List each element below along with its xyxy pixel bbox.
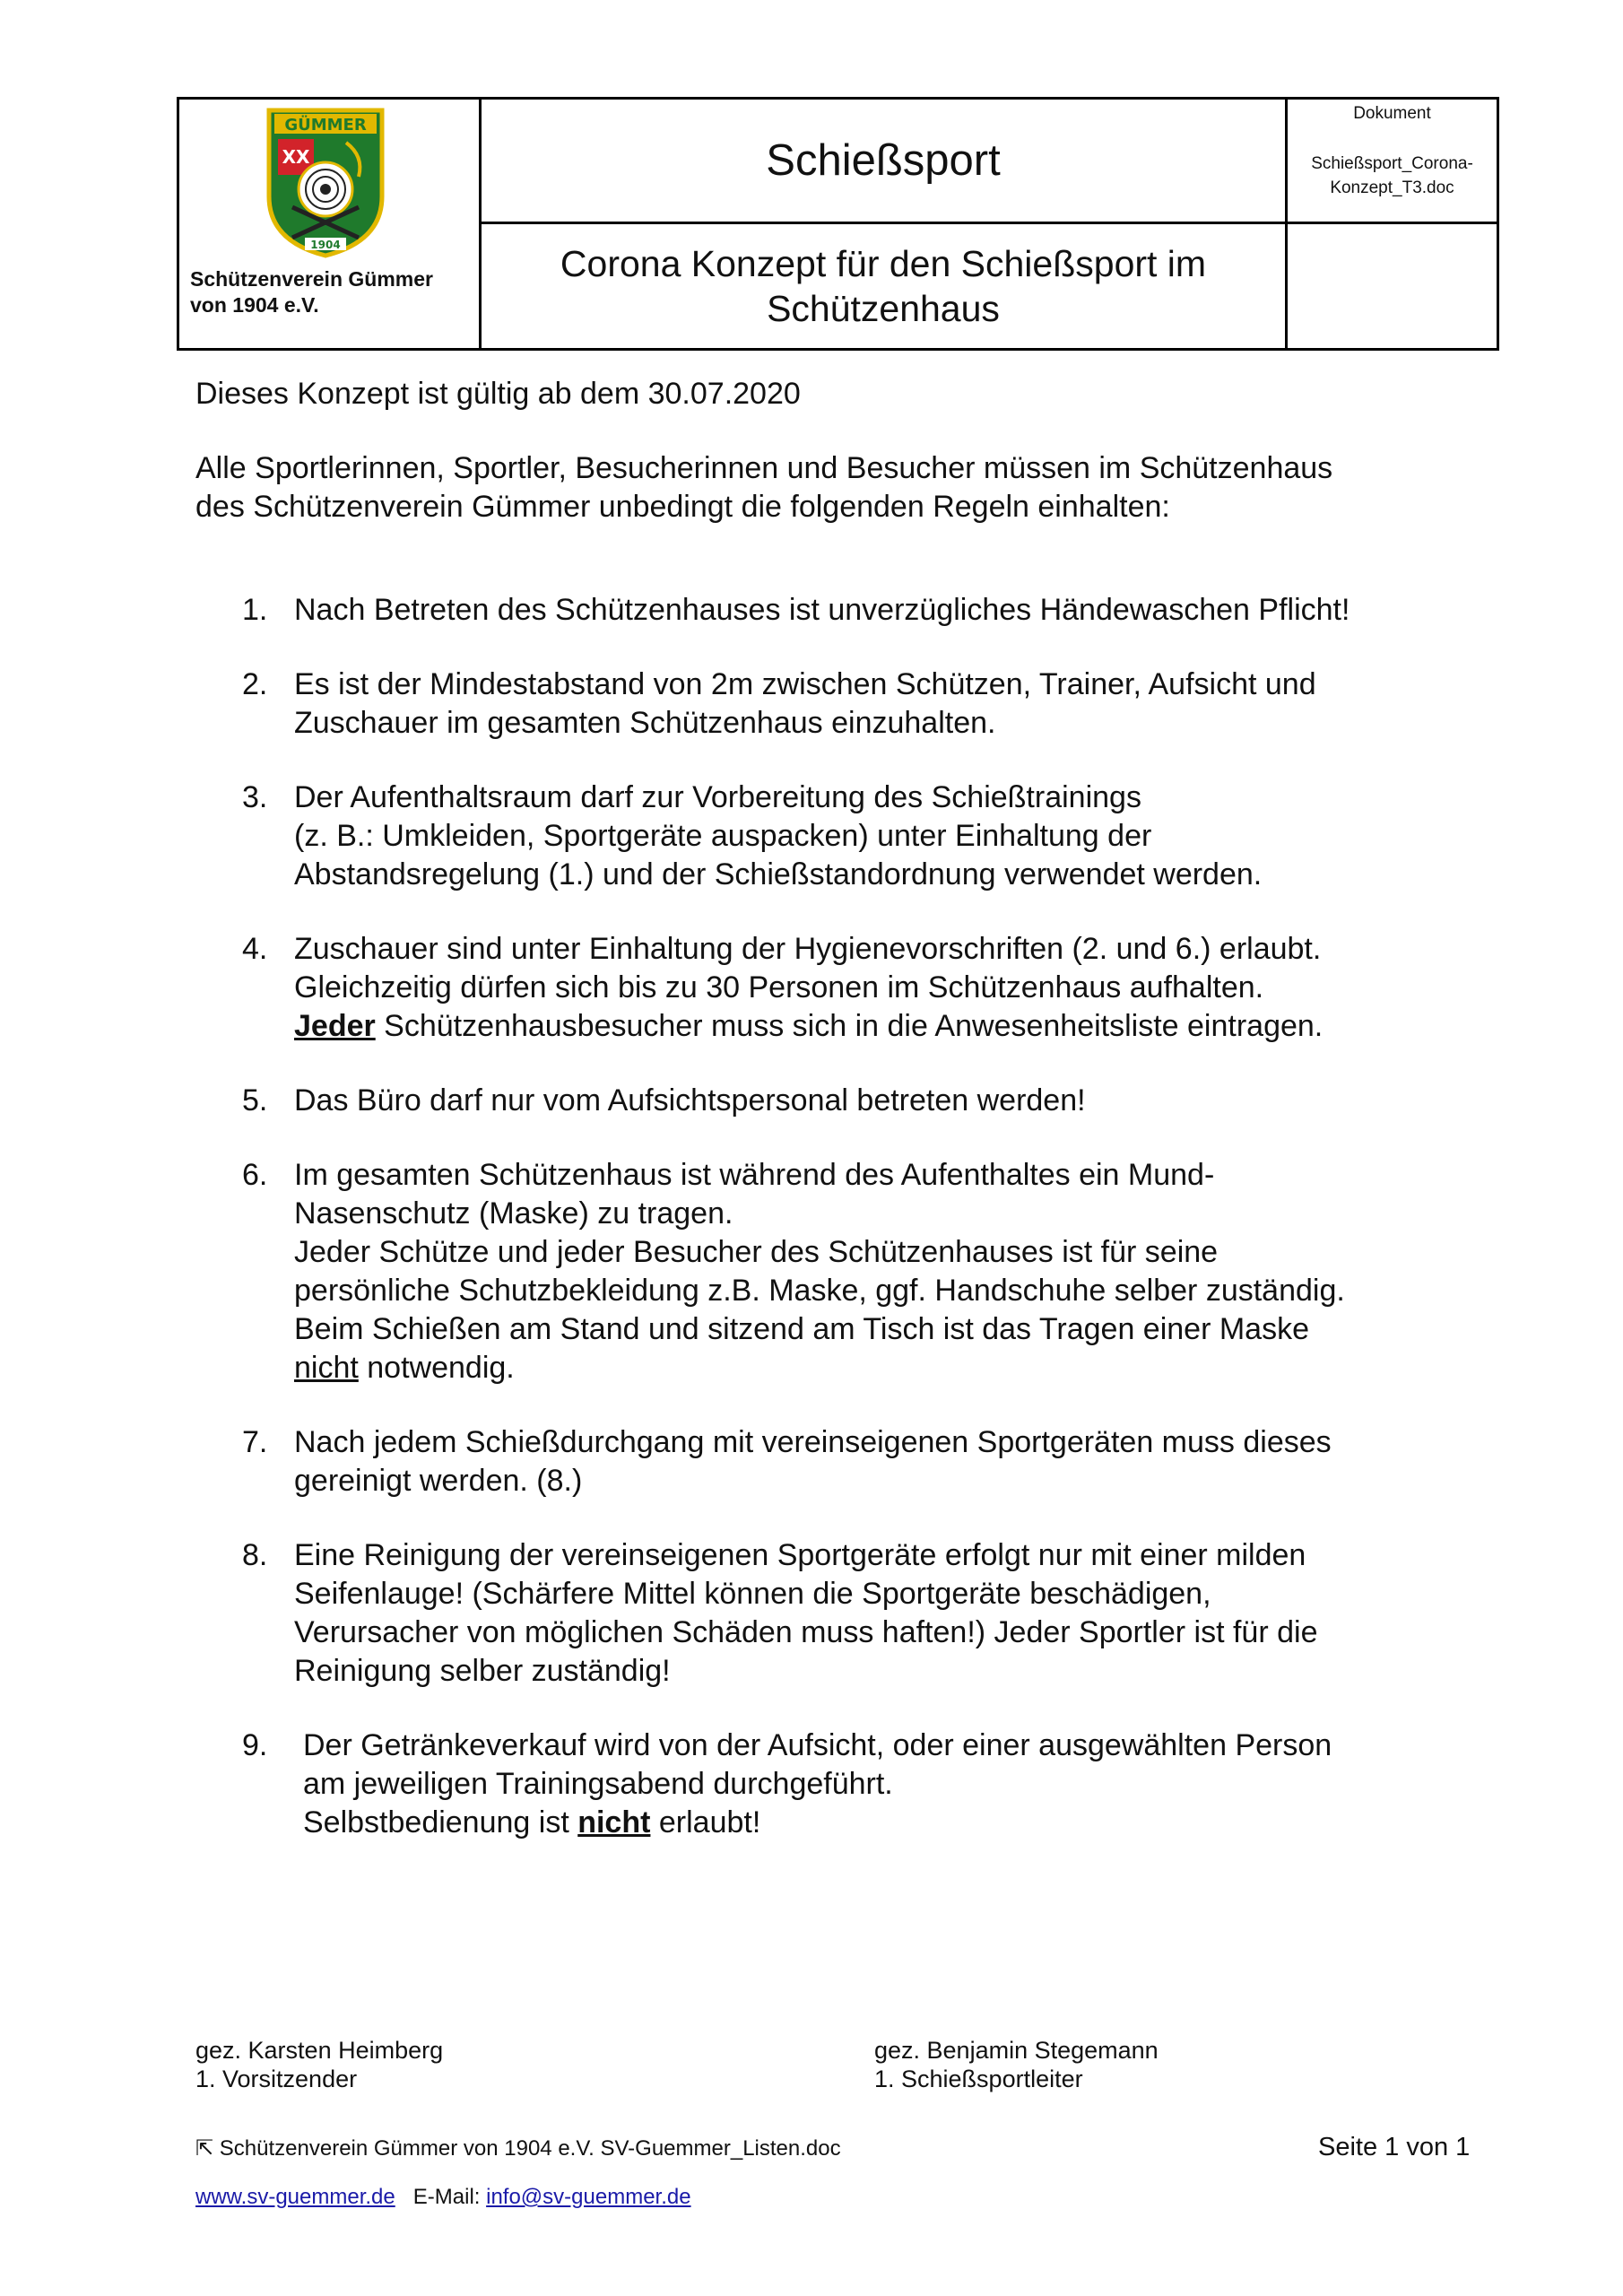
rule-item: 1. Nach Betreten des Schützenhauses ist unverzügliches Händewaschen Pflicht!	[242, 593, 1350, 627]
document-body	[195, 375, 1496, 1878]
document-filename-2: Konzept_T3.doc	[1330, 178, 1454, 197]
logo-top-text: GÜMMER	[284, 116, 367, 135]
emphasis-nicht-bold: nicht	[577, 1805, 651, 1839]
email-link[interactable]: info@sv-guemmer.de	[486, 2185, 691, 2209]
rules-list	[195, 591, 1496, 1842]
emphasis-nicht: nicht	[294, 1351, 359, 1385]
club-name: Schützenverein Gümmer von 1904 e.V.	[190, 267, 433, 317]
validity-statement: Dieses Konzept ist gültig ab dem 30.07.2020	[195, 377, 801, 411]
rule-item: 6. Im gesamten Schützenhaus ist während des Aufenthaltes ein Mund- Nasenschutz (Maske) zu tragen. Jeder Schütze und jeder Besucher des Schützenhauses ist für seine persönliche Schutzbekleidung z.B. Maske, ggf. Handschuhe selber zuständig. Beim Schießen am Stand und sitzend am Tisch ist das Tragen einer Maske nicht notwendig.	[242, 1158, 1345, 1385]
rule-item: 4. Zuschauer sind unter Einhaltung der Hygienevorschriften (2. und 6.) erlaubt. Gleichzeitig dürfen sich bis zu 30 Personen im Schützenhaus aufhalten. Jeder Schützenhausbesucher muss sich in die Anwesenheitsliste eintragen.	[242, 932, 1324, 1043]
club-logo	[265, 107, 386, 259]
rule-item: 2. Es ist der Mindestabstand von 2m zwischen Schützen, Trainer, Aufsicht und Zuschauer im gesamten Schützenhaus einzuhalten.	[242, 667, 1316, 740]
document-filename-1: Schießsport_Corona-	[1311, 154, 1473, 173]
signature-right-role: 1. Schießsportleiter	[874, 2066, 1083, 2092]
intro-paragraph: Alle Sportlerinnen, Sportler, Besucherinnen und Besucher müssen im Schützenhaus des Schützenverein Gümmer unbedingt die folgenden Regeln einhalten:	[195, 451, 1333, 524]
rule-item: 5. Das Büro darf nur vom Aufsichtspersonal betreten werden!	[242, 1083, 1086, 1118]
document-header	[177, 97, 1499, 351]
website-link[interactable]: www.sv-guemmer.de	[195, 2185, 395, 2209]
emphasis-jeder: Jeder	[294, 1009, 376, 1043]
club-crest-icon	[265, 107, 386, 259]
rule-item: 3. Der Aufenthaltsraum darf zur Vorbereitung des Schießtrainings (z. B.: Umkleiden, Sportgeräte auspacken) unter Einhaltung der Abstandsregelung (1.) und der Schießstandordnung verwendet werden.	[242, 780, 1263, 891]
page-number: Seite 1 von 1	[1318, 2133, 1471, 2161]
document-label: Dokument	[1353, 104, 1431, 123]
rule-item: 7. Nach jedem Schießdurchgang mit vereinseigenen Sportgeräten muss dieses gereinigt werden. (8.)	[242, 1425, 1332, 1498]
document-title: Schießsport	[481, 99, 1287, 223]
footer-links	[195, 2185, 691, 2210]
hyperlink-arrow-icon: ⇱	[195, 2136, 214, 2161]
signature-left	[195, 2036, 443, 2093]
empty-header-cell	[1287, 223, 1498, 350]
rule-item: 8. Eine Reinigung der vereinseigenen Sportgeräte erfolgt nur mit einer milden Seifenlauge! (Schärfere Mittel können die Sportgeräte beschädigen, Verursacher von möglichen Schäden muss haften!) Jeder Sportler ist für die Reinigung selber zuständig!	[242, 1538, 1318, 1688]
document-subtitle: Corona Konzept für den Schießsport im Schützenhaus	[481, 223, 1287, 350]
signature-left-role: 1. Vorsitzender	[195, 2066, 358, 2092]
club-cell	[178, 99, 481, 350]
signature-right	[874, 2036, 1159, 2093]
email-label: E-Mail:	[412, 2185, 481, 2209]
rule-item: 9. Der Getränkeverkauf wird von der Aufsicht, oder einer ausgewählten Person am jeweiligen Trainingsabend durchgeführt. Selbstbedienung ist nicht erlaubt!	[242, 1728, 1332, 1839]
svg-text:XX: XX	[282, 146, 310, 168]
signature-right-name: gez. Benjamin Stegemann	[874, 2037, 1159, 2064]
footer-document-info: ⇱ Schützenverein Gümmer von 1904 e.V. SV-Guemmer_Listen.doc	[195, 2136, 841, 2161]
document-name-cell	[1287, 99, 1498, 223]
signature-left-name: gez. Karsten Heimberg	[195, 2037, 444, 2064]
logo-year: 1904	[310, 239, 341, 251]
